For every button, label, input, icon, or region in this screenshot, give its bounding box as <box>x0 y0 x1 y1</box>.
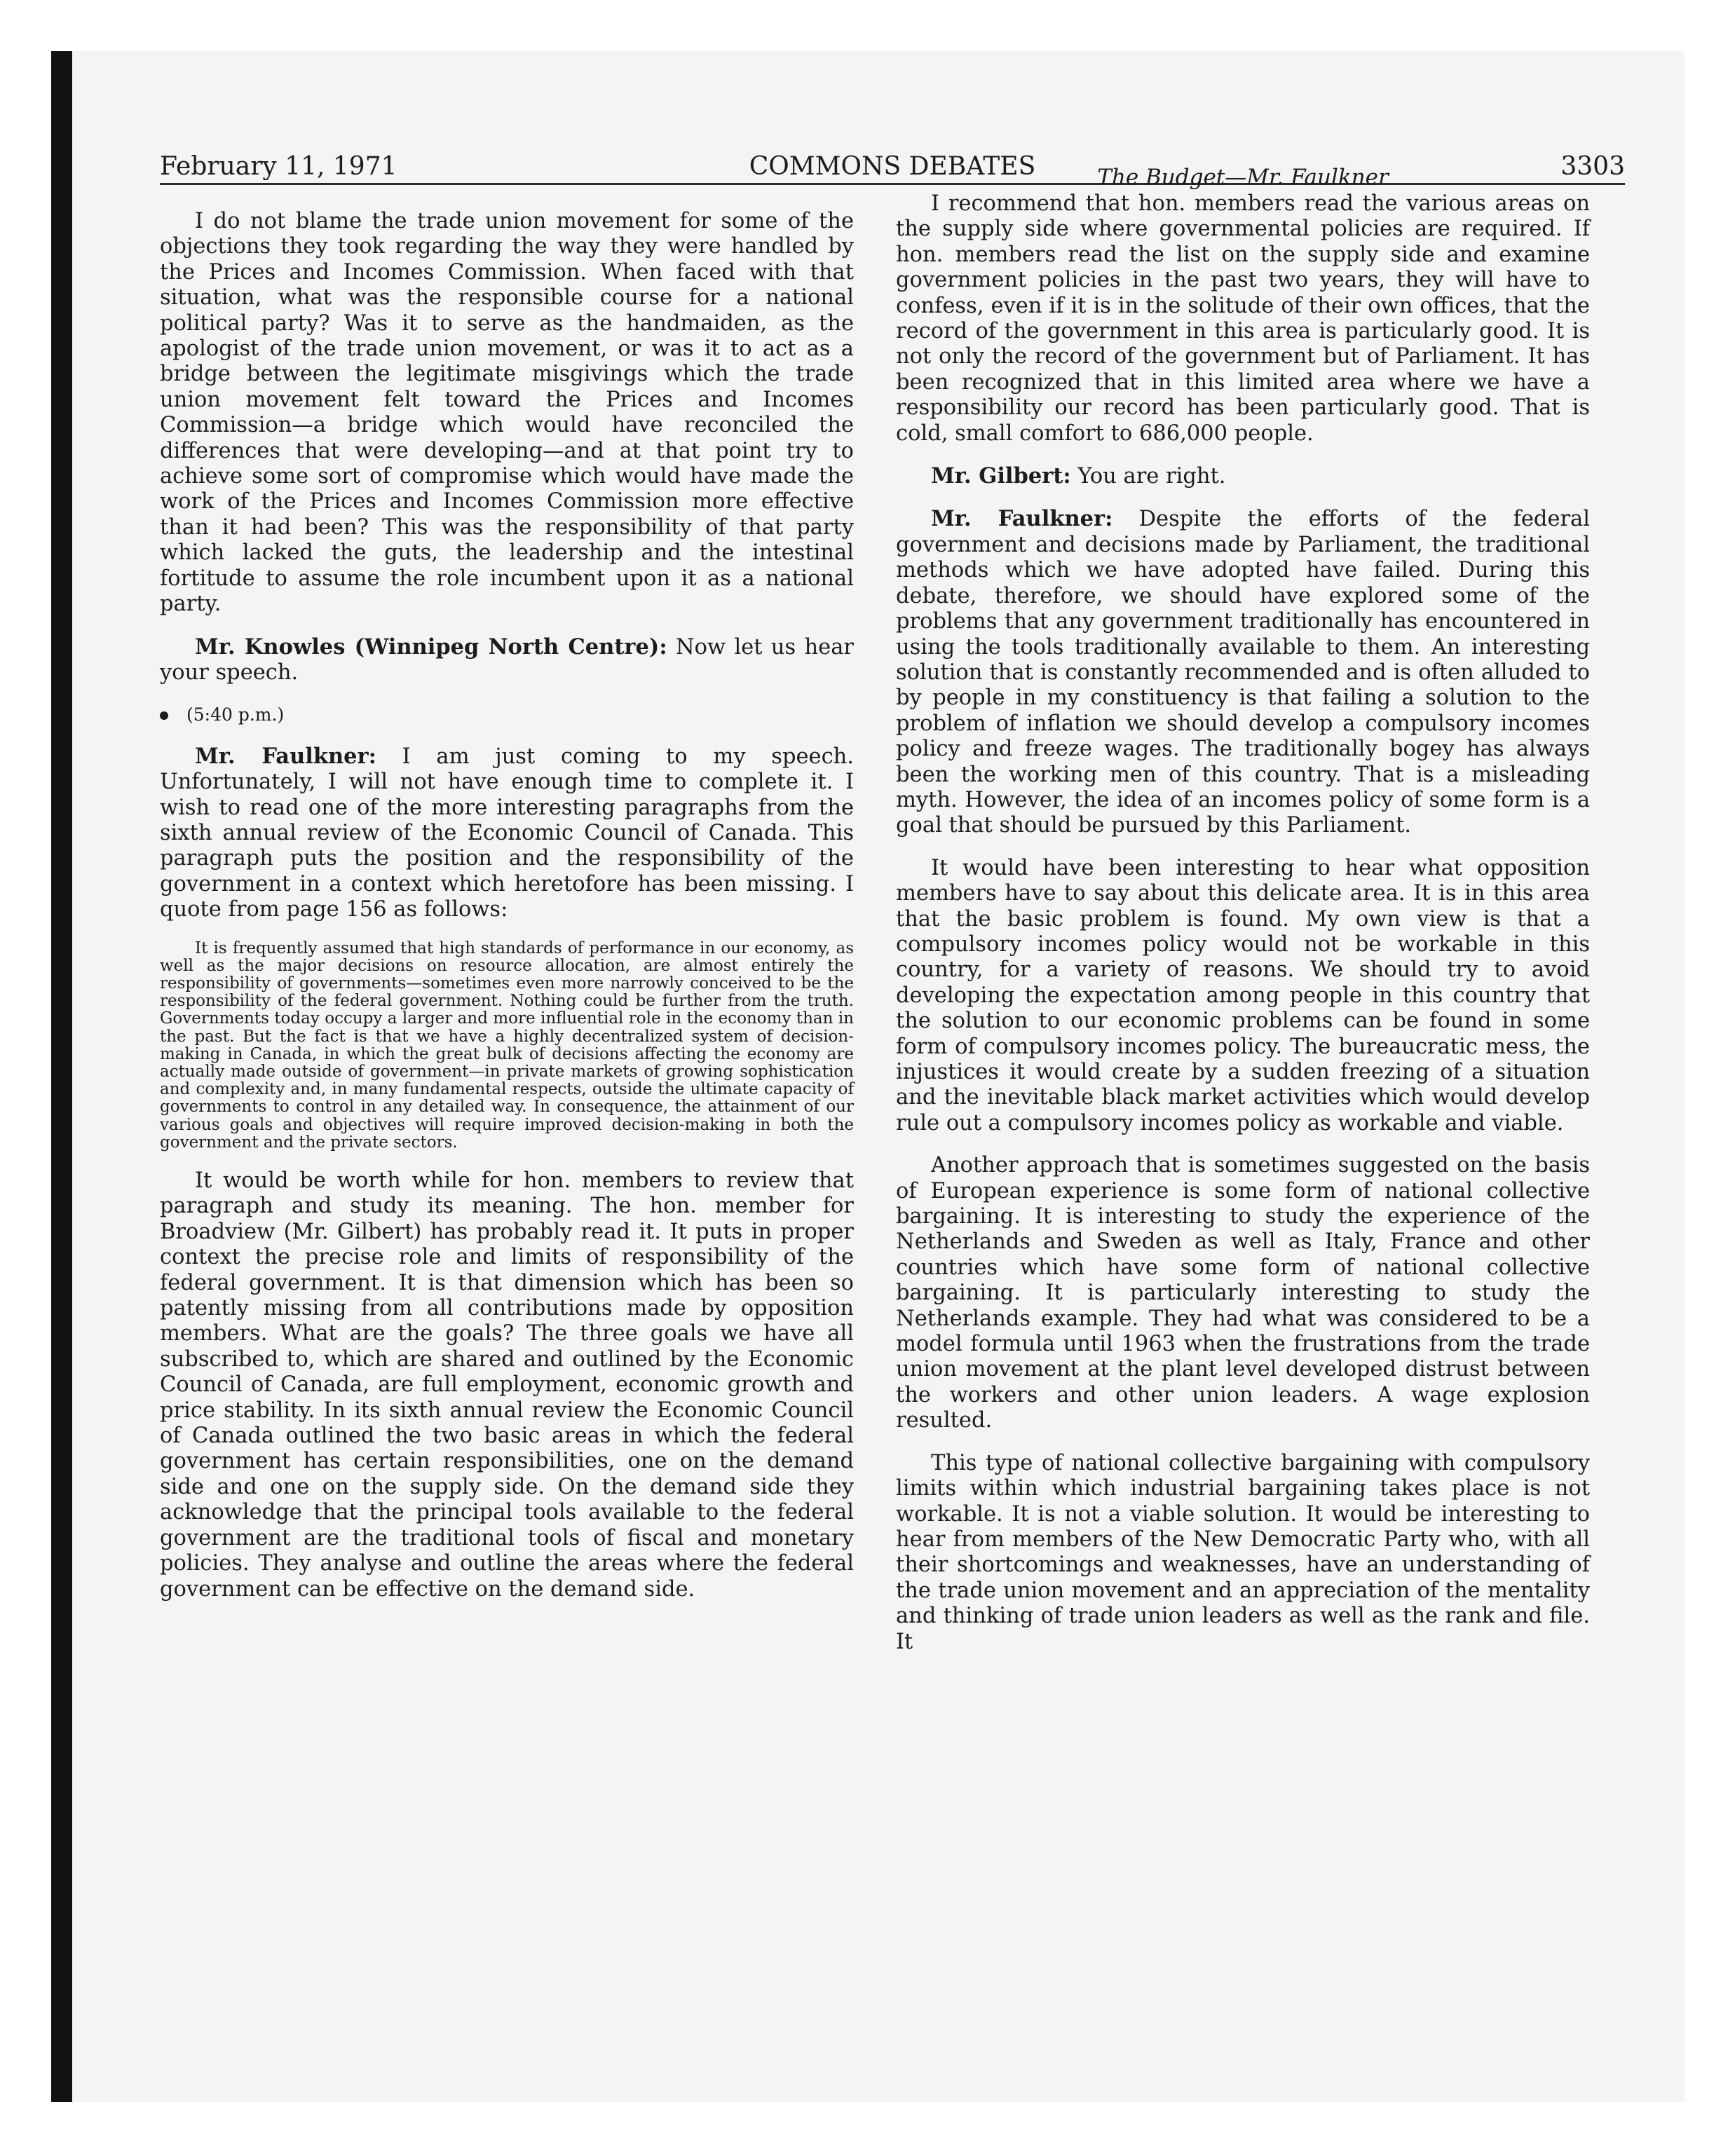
document-page <box>51 51 1685 2102</box>
speech-text: Despite the efforts of the federal government and decisions made by Parliament, the traditional methods which we have adopted have failed. During this debate, therefore, we should have explored some of the problems that any government traditionally has encountered in using the tools traditionally available to them. An interesting solution that is constantly recommended and is often alluded to by people in my constituency is that failing a solution to the problem of inflation we should develop a compulsory incomes policy and freeze wages. The traditionally bogey has always been the working men of this country. That is a misleading myth. However, the idea of an incomes policy of some form is a goal that should be pursued by this Parliament. <box>896 507 1590 838</box>
paragraph: Another approach that is sometimes suggested on the basis of European experience is some form of national collective bargaining. It is interesting to study the experience of the Netherlands and Sweden as well as Italy, France and other countries which have some form of national collective bargaining. It is particularly interesting to study the Netherlands example. They had what was considered to be a model formula until 1963 when the frustrations from the trade union movement at the plant level developed distrust between the workers and other union leaders. A wage explosion resulted. <box>896 1153 1590 1433</box>
timestamp <box>160 702 854 728</box>
speech-paragraph <box>160 634 854 686</box>
speech-paragraph <box>160 744 854 923</box>
speaker-name: Mr. Faulkner: <box>931 506 1113 532</box>
paragraph: It would have been interesting to hear what opposition members have to say about this delicate area. It is in this area that the basic problem is found. My own view is that a compulsory incomes policy would not be workable in this country, for a variety of reasons. We should try to avoid developing the expectation among people in this country that the solution to our economic problems can be found in some form of compulsory incomes policy. The bureaucratic mess, the injustices it would create by a sudden freezing of a situation and the inevitable black market activities which would develop rule out a compulsory incomes policy as workable and viable. <box>896 855 1590 1135</box>
right-column <box>896 163 1590 1672</box>
speech-text: You are right. <box>1070 464 1226 489</box>
speaker-name: Mr. Knowles (Winnipeg North Centre): <box>195 634 667 660</box>
paragraph: I do not blame the trade union movement for some of the objections they took regarding the way they were handled by the Prices and Incomes Commission. When faced with that situation, what was the responsible course for a national political party? Was it to serve as the handmaiden, as the apologist of the trade union movement, or was it to act as a bridge between the legitimate misgivings which the trade union movement felt toward the Prices and Incomes Commission—a bridge which would have reconciled the differences that were developing—and at that point try to achieve some sort of compromise which would have made the work of the Prices and Incomes Commission more effective than it had been? This was the responsibility of that party which lacked the guts, the leadership and the intestinal fortitude to assume the role incumbent upon it as a national party. <box>160 209 854 617</box>
header-journal-title: COMMONS DEBATES <box>749 152 1036 181</box>
speech-paragraph <box>896 506 1590 838</box>
header-date: February 11, 1971 <box>160 152 397 181</box>
header-page-number: 3303 <box>1560 152 1625 181</box>
speaker-name: Mr. Gilbert: <box>931 463 1071 489</box>
running-head: The Budget—Mr. Faulkner <box>1097 165 1389 190</box>
scan-binding-edge <box>51 51 72 2102</box>
block-quote: It is frequently assumed that high standards of performance in our economy, as well as the major decisions on resource allocation, are almost entirely the responsibility of governments—sometimes even more narrowly conceived to be the responsibility of the federal government. Nothing could be further from the truth. Governments today occupy a larger and more influential role in the economy than in the past. But the fact is that we have a highly decentralized system of decision-making in Canada, in which the great bulk of decisions affecting the economy are actually made outside of government—in private markets of growing sophistication and complexity and, in many fundamental respects, outside the ultimate capacity of governments to control in any detailed way. In consequence, the attainment of our various goals and objectives will require improved decision-making in both the government and the private sectors. <box>160 939 854 1152</box>
paragraph: This type of national collective bargaining with compulsory limits within which industrial bargaining takes place is not workable. It is not a viable solution. It would be interesting to hear from members of the New Democratic Party who, with all their shortcomings and weaknesses, have an understanding of the trade union movement and an appreciation of the mentality and thinking of trade union leaders as well as the rank and file. It <box>896 1450 1590 1654</box>
speech-text: I am just coming to my speech. Unfortunately, I will not have enough time to complete it. I wish to read one of the more interesting paragraphs from the sixth annual review of the Economic Council of Canada. This paragraph puts the position and the responsibility of the government in a context which heretofore has been missing. I quote from page 156 as follows: <box>160 744 854 922</box>
paragraph: I recommend that hon. members read the various areas on the supply side where governmental policies are required. If hon. members read the list on the supply side and examine government policies in the past two years, they will have to confess, even if it is in the solitude of their own offices, that the record of the government in this area is particularly good. It is not only the record of the government but of Parliament. It has been recognized that in this limited area where we have a responsibility our record has been particularly good. That is cold, small comfort to 686,000 people. <box>896 191 1590 446</box>
left-column <box>160 209 854 1619</box>
paragraph: It would be worth while for hon. members to review that paragraph and study its meaning. The hon. member for Broadview (Mr. Gilbert) has probably read it. It puts in proper context the precise role and limits of responsibility of the federal government. It is that dimension which has been so patently missing from all contributions made by opposition members. What are the goals? The three goals we have all subscribed to, which are shared and outlined by the Economic Council of Canada, are full employment, economic growth and price stability. In its sixth annual review the Economic Council of Canada outlined the two basic areas in which the federal government has certain responsibilities, one on the demand side and one on the supply side. On the demand side they acknowledge that the principal tools available to the federal government are the traditional tools of fiscal and monetary policies. They analyse and outline the areas where the federal government can be effective on the demand side. <box>160 1168 854 1602</box>
speech-paragraph <box>896 463 1590 489</box>
speech-text: Now let us hear your speech. <box>160 634 854 685</box>
bullet-icon <box>160 711 168 720</box>
speaker-name: Mr. Faulkner: <box>195 743 376 769</box>
timestamp-text: (5:40 p.m.) <box>186 704 285 725</box>
